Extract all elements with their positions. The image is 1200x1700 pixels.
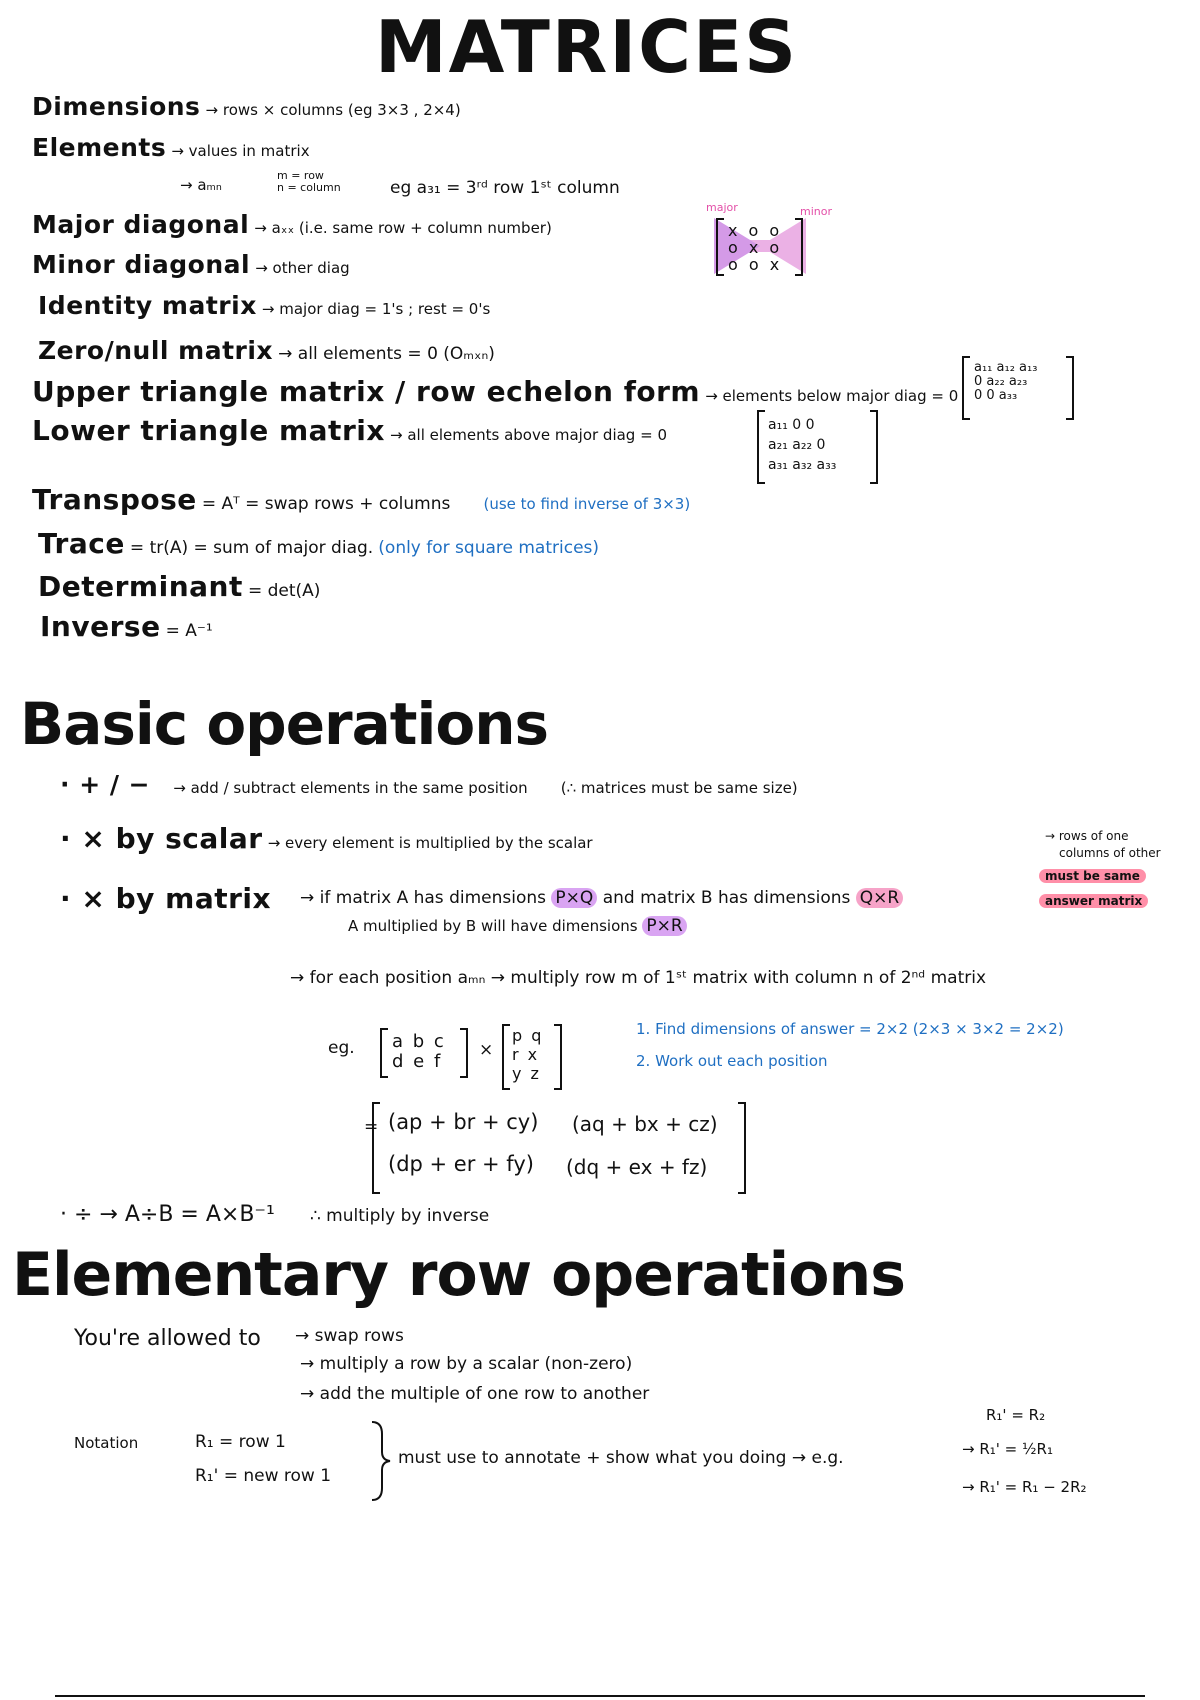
annotate-example: → R₁' = R₁ − 2R₂ <box>962 1478 1087 1496</box>
elements-amn: → aₘₙ <box>180 176 222 194</box>
def-zero <box>38 336 495 365</box>
def-transpose <box>32 483 690 516</box>
matrix-row: r x <box>512 1045 540 1064</box>
each-position-rule: → for each position aₘₙ → multiply row m of 1ˢᵗ matrix with column n of 2ⁿᵈ matrix <box>290 968 987 988</box>
op-symbol: · + / − <box>60 770 151 799</box>
term-desc: = A⁻¹ <box>165 621 213 641</box>
term-label: Transpose <box>32 483 197 516</box>
term-desc: → other diag <box>255 259 350 277</box>
m2-bracket-left <box>502 1024 510 1090</box>
term-desc: → values in matrix <box>171 142 310 160</box>
notation-r1-new: R₁' = new row 1 <box>195 1466 332 1486</box>
op-symbol: · ÷ → A÷B = A×B⁻¹ <box>60 1202 275 1227</box>
term-label: Upper triangle matrix / row echelon form <box>32 375 701 408</box>
result-bracket-left <box>372 1102 380 1194</box>
side-note: → rows of one <box>1045 829 1129 843</box>
op-note: ∴ multiply by inverse <box>309 1206 490 1226</box>
matrix-row: 0 a₂₂ a₂₃ <box>974 374 1028 389</box>
elements-example: eg a₃₁ = 3ʳᵈ row 1ˢᵗ column <box>390 178 620 198</box>
ero-op: → swap rows <box>295 1326 404 1346</box>
matrix-row: 0 0 a₃₃ <box>974 388 1018 403</box>
term-desc: = Aᵀ = swap rows + columns <box>201 494 451 514</box>
term-label: Minor diagonal <box>32 250 251 279</box>
step-2: 2. Work out each position <box>636 1052 828 1070</box>
op-note: (∴ matrices must be same size) <box>560 779 798 797</box>
matrix-row: a₁₁ a₁₂ a₁₃ <box>974 360 1038 375</box>
op-matrix <box>60 882 271 915</box>
def-lower <box>32 414 667 447</box>
matrix-row: a₁₁ 0 0 <box>768 417 815 433</box>
upper-matrix <box>974 361 1037 403</box>
m1-bracket-right <box>460 1028 468 1078</box>
section-heading-basic: Basic operations <box>20 690 549 758</box>
op-divide <box>60 1202 489 1227</box>
op-scalar <box>60 822 593 855</box>
matrix-row: p q <box>512 1026 544 1045</box>
dims-qr: Q×R <box>856 888 903 908</box>
matrix-row: o x o <box>728 238 783 257</box>
elements-mn-legend <box>277 170 341 194</box>
ero-op: → multiply a row by a scalar (non-zero) <box>300 1354 633 1374</box>
term-desc: → elements below major diag = 0 <box>705 387 959 405</box>
def-determinant <box>38 570 320 603</box>
eg-label: eg. <box>328 1038 355 1058</box>
major-label: major <box>706 201 738 214</box>
term-label: Inverse <box>40 610 161 643</box>
lower-bracket-right <box>870 410 878 484</box>
step-1: 1. Find dimensions of answer = 2×2 (2×3 × 3×2 = 2×2) <box>636 1020 1064 1038</box>
term-label: Dimensions <box>32 92 201 121</box>
term-label: Determinant <box>38 570 243 603</box>
def-elements <box>32 133 310 162</box>
def-trace <box>38 527 599 560</box>
m2-bracket-right <box>554 1024 562 1090</box>
term-desc: → aₓₓ (i.e. same row + column number) <box>254 219 552 237</box>
matrix-row: x o o <box>728 221 783 240</box>
term-desc: → all elements above major diag = 0 <box>390 426 667 444</box>
term-label: Trace <box>38 527 125 560</box>
result-cell: (aq + bx + cz) <box>572 1112 718 1136</box>
term-note: (only for square matrices) <box>378 538 600 558</box>
notation-label: Notation <box>74 1434 139 1452</box>
annotate-example: → R₁' = ½R₁ <box>962 1440 1053 1458</box>
result-cell: (dq + ex + fz) <box>566 1155 708 1179</box>
text: and matrix B has dimensions <box>602 888 851 908</box>
side-notes <box>1045 828 1161 910</box>
term-desc: → all elements = 0 (Oₘₓₙ) <box>278 344 495 364</box>
term-desc: → major diag = 1's ; rest = 0's <box>261 300 491 318</box>
result-cell: (ap + br + cy) <box>388 1110 539 1134</box>
matrix-row: d e f <box>392 1051 443 1072</box>
term-label: Zero/null matrix <box>38 336 274 365</box>
lower-bracket-left <box>757 410 765 484</box>
term-label: Lower triangle matrix <box>32 414 385 447</box>
term-desc: = tr(A) = sum of major diag. <box>129 538 374 558</box>
legend-n: n = column <box>277 181 341 194</box>
op-add-subtract <box>60 770 798 799</box>
result-equals: = <box>364 1117 379 1137</box>
m1-matrix <box>392 1032 446 1072</box>
op-symbol: · × by matrix <box>60 882 272 915</box>
term-desc: = det(A) <box>247 581 321 601</box>
m2-matrix <box>512 1026 543 1083</box>
term-label: Elements <box>32 133 167 162</box>
notation-r1: R₁ = row 1 <box>195 1432 286 1452</box>
def-inverse <box>40 610 213 643</box>
page-title: MATRICES <box>375 5 799 89</box>
op-matrix-line1 <box>300 888 903 908</box>
upper-bracket-right <box>1066 356 1074 420</box>
diag-matrix <box>728 222 782 273</box>
text: → if matrix A has dimensions <box>300 888 546 908</box>
matrix-row: a₂₁ a₂₂ 0 <box>768 437 826 453</box>
side-note-highlight: answer matrix <box>1039 894 1148 908</box>
result-cell: (dp + er + fy) <box>388 1152 534 1176</box>
matrix-row: a₃₁ a₃₂ a₃₃ <box>768 457 837 473</box>
op-symbol: · × by scalar <box>60 822 263 855</box>
upper-bracket-left <box>962 356 970 420</box>
result-bracket-right <box>738 1102 746 1194</box>
def-major-diagonal <box>32 210 552 239</box>
term-note: (use to find inverse of 3×3) <box>483 495 691 513</box>
section-heading-ero: Elementary row operations <box>12 1240 905 1310</box>
annotate-rule: must use to annotate + show what you doing → e.g. <box>398 1448 844 1468</box>
op-matrix-line2 <box>348 916 687 936</box>
term-label: Identity matrix <box>38 291 257 320</box>
matrix-row: y z <box>512 1064 541 1083</box>
diag-bracket-right <box>795 218 803 276</box>
dims-pr: P×R <box>642 916 686 936</box>
def-identity <box>38 291 490 320</box>
def-upper <box>32 375 958 408</box>
term-desc: → rows × columns (eg 3×3 , 2×4) <box>205 101 461 119</box>
side-note-highlight: must be same <box>1039 869 1146 883</box>
matrix-row: a b c <box>392 1031 446 1052</box>
side-note: columns of other <box>1059 846 1161 860</box>
text: A multiplied by B will have dimensions <box>348 917 638 935</box>
op-desc: → every element is multiplied by the scalar <box>267 834 593 852</box>
annotate-example: R₁' = R₂ <box>986 1406 1046 1424</box>
legend-m: m = row <box>277 169 324 182</box>
ero-op: → add the multiple of one row to another <box>300 1384 650 1404</box>
ero-allowed: You're allowed to <box>74 1326 261 1351</box>
diag-bracket-left <box>716 218 724 276</box>
m1-bracket-left <box>380 1028 388 1078</box>
term-label: Major diagonal <box>32 210 250 239</box>
op-desc: → add / subtract elements in the same position <box>173 779 528 797</box>
times-sign: × <box>479 1040 494 1060</box>
lower-matrix <box>768 415 836 475</box>
def-dimensions <box>32 92 461 121</box>
matrix-row: o o x <box>728 255 783 274</box>
def-minor-diagonal <box>32 250 350 279</box>
dims-pq: P×Q <box>551 888 597 908</box>
curly-brace <box>368 1420 392 1502</box>
page-divider <box>55 1695 1145 1697</box>
minor-label: minor <box>800 205 832 218</box>
